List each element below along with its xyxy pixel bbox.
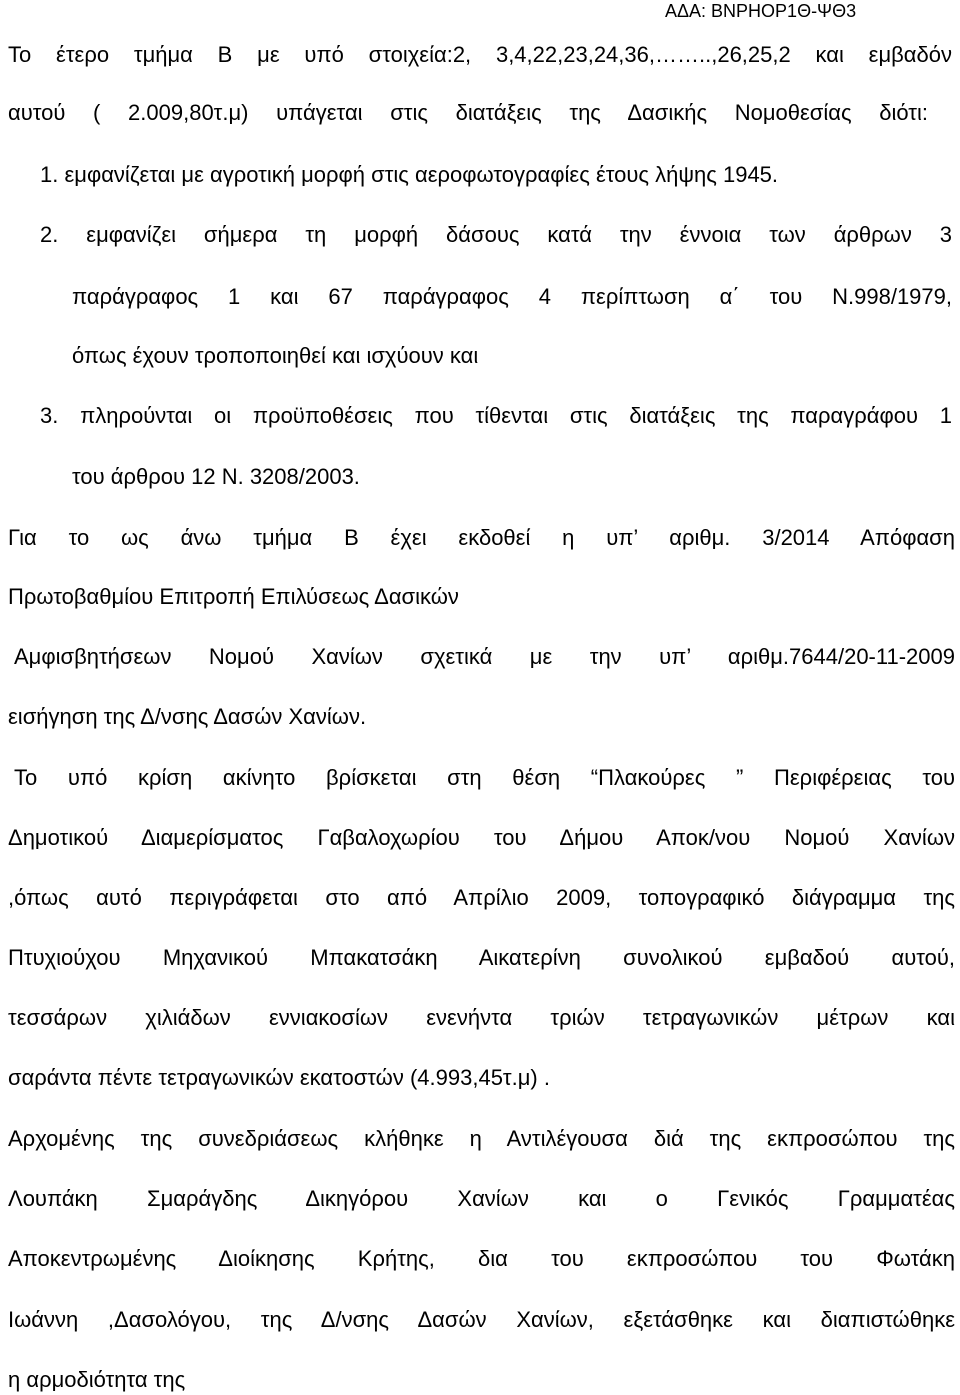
text-line: του άρθρου 12 Ν. 3208/2003. [72,464,360,489]
text-line: Ιωάννη ,Δασολόγου, της Δ/νσης Δασών Χανίων, εξετάσθηκε και διαπιστώθηκε [8,1307,955,1332]
text-line: Το υπό κρίση ακίνητο βρίσκεται στη θέση “Πλακούρες ” Περιφέρειας του [14,765,955,790]
text-line: εισήγηση της Δ/νσης Δασών Χανίων. [8,704,367,729]
text-line: παράγραφος 1 και 67 παράγραφος 4 περίπτωση α΄ του Ν.998/1979, [72,284,952,309]
text-line: σαράντα πέντε τετραγωνικών εκατοστών (4.993,45τ.μ) . [8,1065,550,1090]
text-line: τεσσάρων χιλιάδων εννιακοσίων ενενήντα τριών τετραγωνικών μέτρων και [8,1005,955,1030]
text-line: Αμφισβητήσεων Νομού Χανίων σχετικά με την υπ’ αριθμ.7644/20-11-2009 [14,644,955,669]
text-line: Αρχομένης της συνεδριάσεως κλήθηκε η Αντιλέγουσα διά της εκπροσώπου της [8,1126,955,1151]
text-line: Λουπάκη Σμαράγδης Δικηγόρου Χανίων και ο Γενικός Γραμματέας [8,1186,955,1211]
text-line: η αρμοδιότητα της [8,1367,186,1392]
text-line: ,όπως αυτό περιγράφεται στο από Απρίλιο 2009, τοπογραφικό διάγραμμα της [8,885,955,910]
text-line: 1. εμφανίζεται με αγροτική μορφή στις αεροφωτογραφίες έτους λήψης 1945. [40,162,779,187]
text-line: 2. εμφανίζει σήμερα τη μορφή δάσους κατά την έννοια των άρθρων 3 [40,222,952,247]
text-line: αυτού ( 2.009,80τ.μ) υπάγεται στις διατάξεις της Δασικής Νομοθεσίας διότι: [8,100,928,125]
ada-code-header: ΑΔΑ: ΒΝΡΗΟΡ1Θ-ΨΘ3 [665,1,857,21]
text-line: Αποκεντρωμένης Διοίκησης Κρήτης, δια του εκπροσώπου του Φωτάκη [8,1246,955,1271]
text-line: Δημοτικού Διαμερίσματος Γαβαλοχωρίου του Δήμου Αποκ/νου Νομού Χανίων [8,825,955,850]
text-line: 3. πληρούνται οι προϋποθέσεις που τίθενται στις διατάξεις της παραγράφου 1 [40,403,952,428]
text-line: Πρωτοβαθμίου Επιτροπή Επιλύσεως Δασικών [8,584,459,609]
text-line: Για το ως άνω τμήμα Β έχει εκδοθεί η υπ’ αριθμ. 3/2014 Απόφαση [8,525,955,550]
text-line: Πτυχιούχου Μηχανικού Μπακατσάκη Αικατερίνη συνολικού εμβαδού αυτού, [8,945,955,970]
text-line: Το έτερο τμήμα Β με υπό στοιχεία:2, 3,4,22,23,24,36,……..,26,25,2 και εμβαδόν [8,42,952,67]
text-line: όπως έχουν τροποποιηθεί και ισχύουν και [72,343,479,368]
